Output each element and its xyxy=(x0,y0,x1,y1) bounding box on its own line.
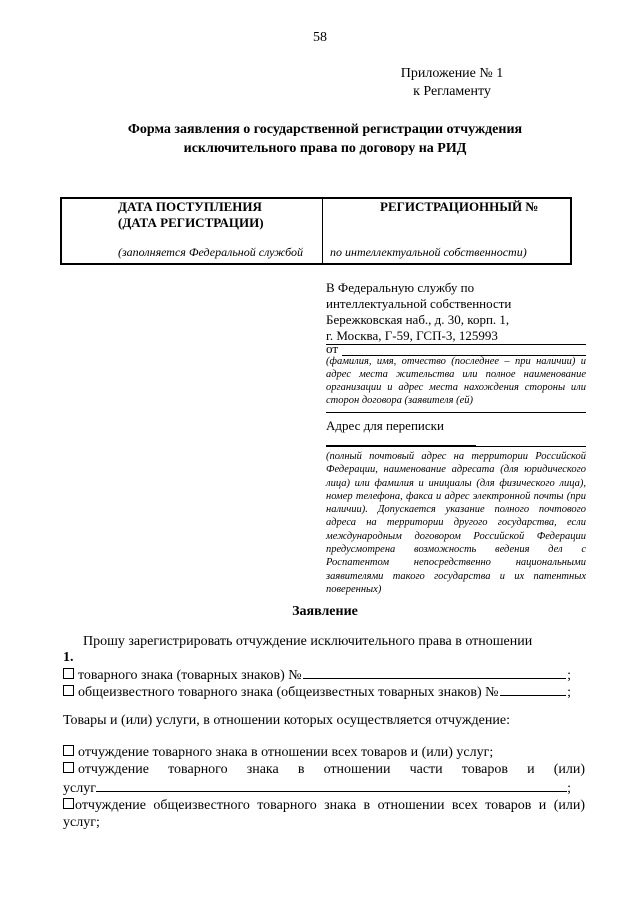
option-part-goods-end: ; xyxy=(567,781,571,796)
address-line4: г. Москва, Г-59, ГСП-3, 125993 xyxy=(326,328,586,345)
registration-box-divider xyxy=(322,199,323,263)
mail-address-note: (полный почтовый адрес на территории Российской Федерации, наименование адресата (для юридического лица) или фамилия и инициалы (для физического лица), номер телефона, факса и адрес электронной почты (при наличии). Допускается указание полного почтового адреса на территории другого государства, если международным договором Российской Федерации предусмотрена возможность ведения дел с Роспатентом непосредственно национальными заявителями такого государства и их патентных поверенных) xyxy=(326,451,586,595)
recipient-address xyxy=(326,280,586,345)
address-line2: интеллектуальной собственности xyxy=(326,296,512,311)
well-known-trademark-row xyxy=(63,683,571,701)
well-known-trademark-checkbox[interactable] xyxy=(63,685,74,696)
mail-address-label: Адрес для переписки xyxy=(326,418,444,433)
trademark-number-line[interactable] xyxy=(303,666,567,679)
option-part-goods-line2 xyxy=(63,779,571,797)
appendix-line1: Приложение № 1 xyxy=(400,66,504,81)
well-known-trademark-label: общеизвестного товарного знака (общеизвестных товарных знаков) № xyxy=(78,685,499,700)
from-field[interactable] xyxy=(326,341,586,356)
well-known-trademark-number-line[interactable] xyxy=(500,683,567,696)
document-title: Форма заявления о государственной регистрации отчуждения исключительного права по договору на РИД xyxy=(127,122,523,156)
option-part-goods-checkbox[interactable] xyxy=(63,762,74,773)
option-part-goods-input-line[interactable] xyxy=(96,779,567,792)
option-all-goods xyxy=(63,745,493,761)
from-extra-line[interactable] xyxy=(326,412,586,413)
from-note: (фамилия, имя, отчество (последнее – при наличии) и адрес места жительства или полное наименование организации и адрес места нахождения стороны или сторон договора (заявителя (ей) xyxy=(326,356,586,406)
appendix-label xyxy=(382,65,522,101)
address-line3: Бережковская наб., д. 30, корп. 1, xyxy=(326,312,510,327)
option-part-goods-services-label: услуг xyxy=(63,781,96,796)
request-text: Прошу зарегистрировать отчуждение исключительного права в отношении xyxy=(83,634,533,649)
option-part-goods-label: отчуждение товарного знака в отношении части товаров и (или) xyxy=(78,762,585,777)
option-well-known-checkbox[interactable] xyxy=(63,798,74,809)
page-number: 58 xyxy=(313,30,327,45)
statement-heading: Заявление xyxy=(292,604,358,619)
item-number: 1. xyxy=(63,650,74,665)
option-all-goods-label: отчуждение товарного знака в отношении всех товаров и (или) услуг; xyxy=(78,745,494,760)
trademark-checkbox[interactable] xyxy=(63,668,74,679)
goods-text: Товары и (или) услуги, в отношении которых осуществляется отчуждение: xyxy=(63,713,510,728)
trademark-row-end: ; xyxy=(567,668,571,683)
receipt-date-heading: ДАТА ПОСТУПЛЕНИЯ (ДАТА РЕГИСТРАЦИИ) xyxy=(118,199,264,230)
option-well-known-label: отчуждение общеизвестного товарного знака в отношении всех товаров и (или) услуг; xyxy=(63,798,585,830)
mail-address-input-line[interactable] xyxy=(326,434,476,446)
registration-note-right: по интеллектуальной собственности) xyxy=(330,245,527,259)
address-line1: В Федеральную службу по xyxy=(326,280,475,295)
option-part-goods xyxy=(63,762,585,778)
well-known-trademark-row-end: ; xyxy=(567,685,571,700)
trademark-row xyxy=(63,666,571,684)
option-all-goods-checkbox[interactable] xyxy=(63,745,74,756)
appendix-line2: к Регламенту xyxy=(413,84,491,99)
from-label: от xyxy=(326,341,339,356)
option-well-known-all-goods xyxy=(63,797,585,831)
mail-extra-line[interactable] xyxy=(326,446,586,447)
registration-note-left: (заполняется Федеральной службой xyxy=(118,245,304,259)
trademark-label: товарного знака (товарных знаков) № xyxy=(78,668,302,683)
registration-number-heading: РЕГИСТРАЦИОННЫЙ № xyxy=(380,199,539,214)
